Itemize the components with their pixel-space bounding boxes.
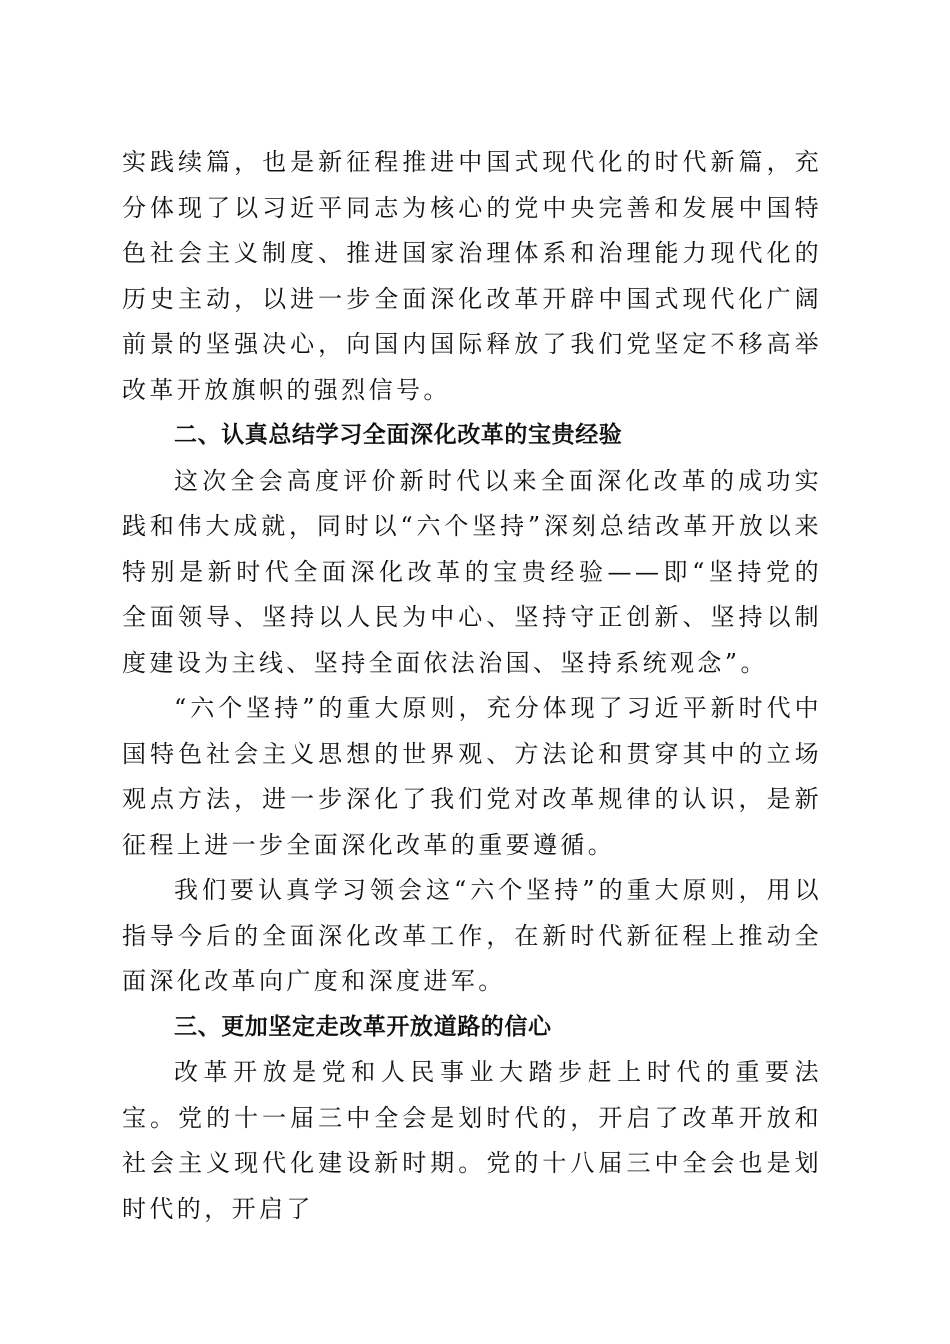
paragraph-reform-opening: 改革开放是党和人民事业大踏步赶上时代的重要法宝。党的十一届三中全会是划时代的，开启了改革开放和社会主义现代化建设新时期。党的十八届三中全会也是划时代的，开启了	[122, 1058, 822, 1223]
paragraph-six-principles: “六个坚持”的重大原则，充分体现了习近平新时代中国特色社会主义思想的世界观、方法论和贯穿其中的立场观点方法，进一步深化了我们党对改革规律的认识，是新征程上进一步全面深化改革的重要遵循。	[122, 694, 822, 859]
paragraph-study-guidance: 我们要认真学习领会这“六个坚持”的重大原则，用以指导今后的全面深化改革工作，在新时代新征程上推动全面深化改革向广度和深度进军。	[122, 876, 822, 995]
section-heading-3: 三、更加坚定走改革开放道路的信心	[174, 1013, 552, 1040]
paragraph-plenum-evaluation: 这次全会高度评价新时代以来全面深化改革的成功实践和伟大成就，同时以“六个坚持”深刻总结改革开放以来特别是新时代全面深化改革的宝贵经验——即“坚持党的全面领导、坚持以人民为中心、坚持守正创新、坚持以制度建设为主线、坚持全面依法治国、坚持系统观念”。	[122, 466, 822, 677]
paragraph-continuation: 实践续篇，也是新征程推进中国式现代化的时代新篇，充分体现了以习近平同志为核心的党中央完善和发展中国特色社会主义制度、推进国家治理体系和治理能力现代化的历史主动，以进一步全面深化改革开辟中国式现代化广阔前景的坚强决心，向国内国际释放了我们党坚定不移高举改革开放旗帜的强烈信号。	[122, 148, 822, 404]
document-page	[122, 140, 822, 1232]
section-heading-2: 二、认真总结学习全面深化改革的宝贵经验	[174, 422, 623, 448]
